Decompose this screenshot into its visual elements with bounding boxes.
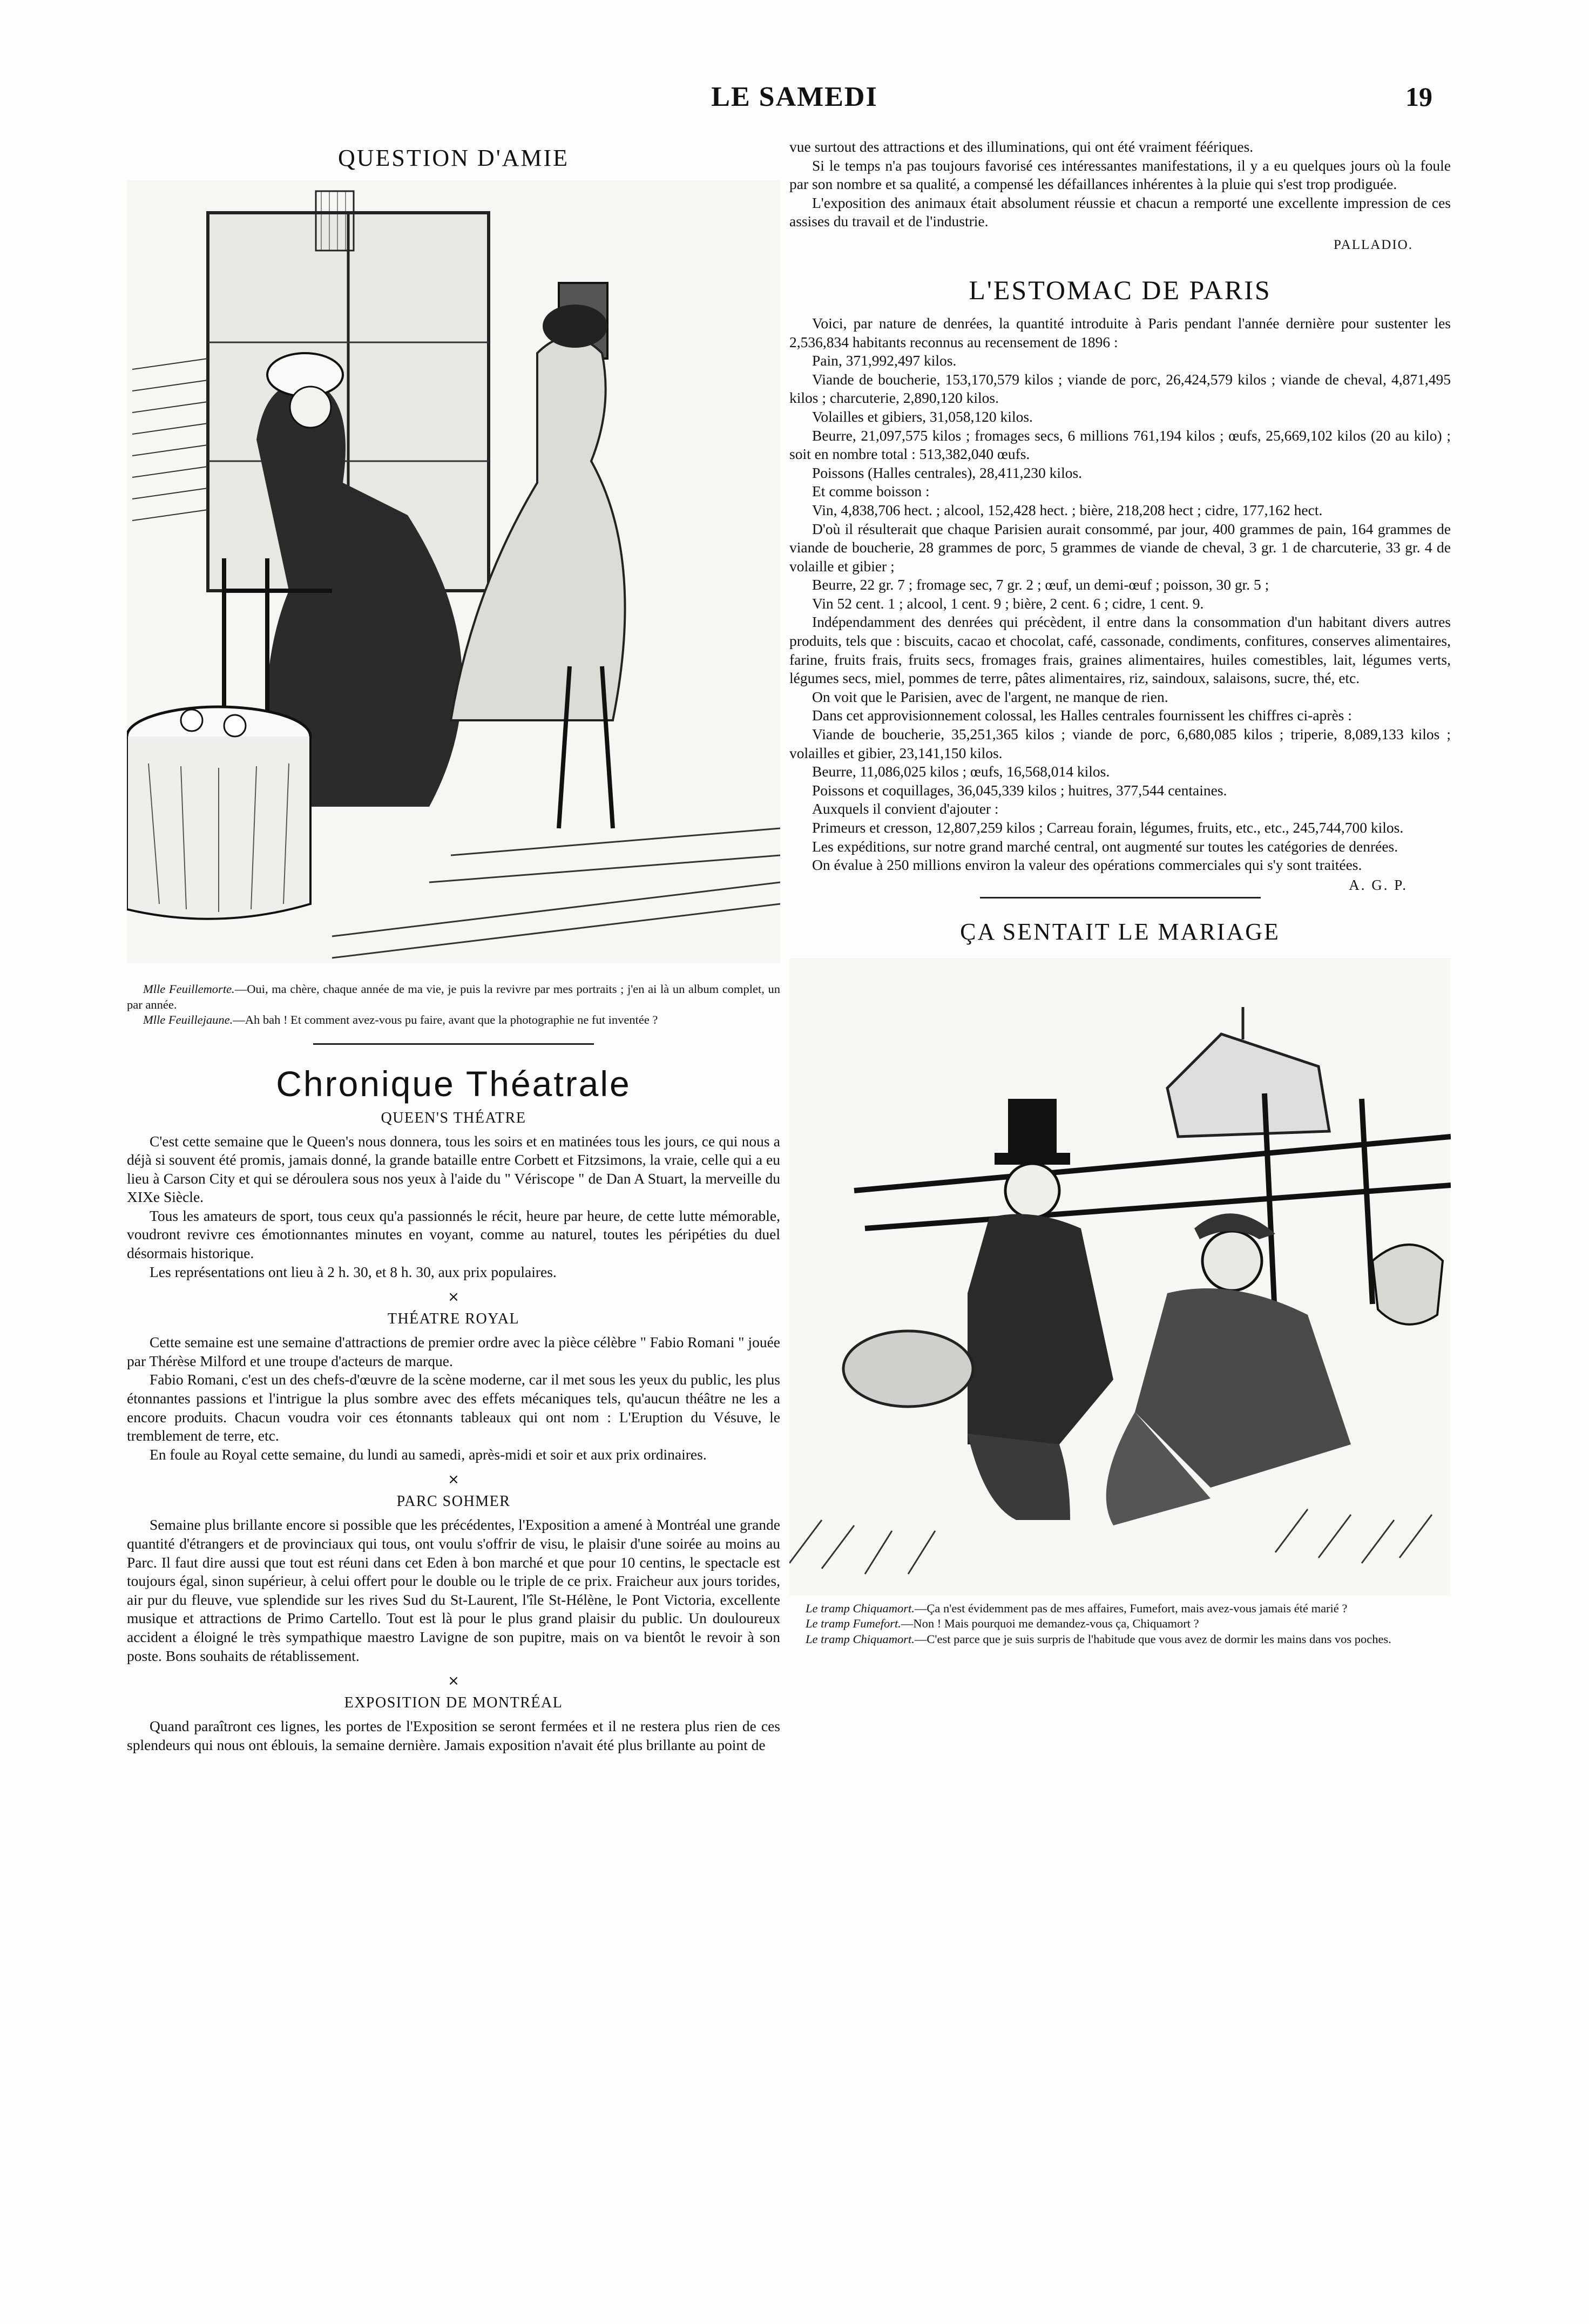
estomac-para: On évalue à 250 millions environ la valeur des opérations commerciales qui s'y sont traitées. — [812, 856, 1362, 874]
caption-text-2: —Non ! Mais pourquoi me demandez-vous ça, Chiquamort ? — [901, 1617, 1199, 1631]
estomac-para: Auxquels il convient d'ajouter : — [812, 800, 999, 818]
estomac-para: Vin 52 cent. 1 ; alcool, 1 cent. 9 ; bière, 2 cent. 6 ; cidre, 1 cent. 9. — [812, 594, 1204, 612]
right-column — [789, 138, 1451, 1647]
parlor-illustration — [127, 180, 780, 963]
estomac-para: Beurre, 11,086,025 kilos ; œufs, 16,568,014 kilos. — [812, 763, 1110, 780]
caption-text-2: —Ah bah ! Et comment avez-vous pu faire, avant que la photographie ne fut inventée ? — [233, 1013, 658, 1026]
estomac-para: Pain, 371,992,497 kilos. — [812, 352, 957, 369]
section-separator: × — [448, 1673, 459, 1690]
estomac-para: Voici, par nature de denrées, la quantité introduite à Paris pendant l'année dernière pour sustenter les 2,536,834 habitants reconnus au recensement de 1896 : — [789, 314, 1451, 350]
exposition-heading: EXPOSITION DE MONTRÉAL — [344, 1694, 563, 1712]
expo-cont-para-3: L'exposition des animaux était absolument réussie et chacun a remporté une excellente impression de ces assises du travail et de l'industrie. — [789, 194, 1451, 230]
estomac-para: Volailles et gibiers, 31,058,120 kilos. — [812, 408, 1033, 425]
caption-speaker-1: Le tramp Chiquamort. — [806, 1601, 915, 1615]
question-damie-title: QUESTION D'AMIE — [337, 145, 570, 171]
estomac-para: Primeurs et cresson, 12,807,259 kilos ; Carreau forain, légumes, fruits, etc., etc., 245,744,700 kilos. — [812, 819, 1404, 836]
queens-para-1: C'est cette semaine que le Queen's nous donnera, tous les soirs et en matinées tous les jours, ce qui nous a déjà si souvent été promis, jamais donné, la grande bataille entre Corbett et Fitzsimons, la vraie, celle qui a eu lieu à Carson City et qui se déroulera sous nos yeux à l'aide du " Vériscope " de Dan A Stuart, la merveille du XIXe Siècle. — [127, 1132, 780, 1206]
theatre-royal-heading: THÉATRE ROYAL — [387, 1310, 520, 1328]
caption-text-1: —Ça n'est évidemment pas de mes affaires, Fumefort, mais avez-vous jamais été marié ? — [914, 1601, 1348, 1615]
estomac-para: Beurre, 22 gr. 7 ; fromage sec, 7 gr. 2 ; œuf, un demi-œuf ; poisson, 30 gr. 5 ; — [812, 576, 1269, 593]
estomac-para: Viande de boucherie, 153,170,579 kilos ; viande de porc, 26,424,579 kilos ; viande de cheval, 4,871,495 kilos ; charcuterie, 2,890,120 kilos. — [789, 370, 1451, 407]
question-caption — [127, 982, 780, 1028]
expo-para-1: Quand paraîtront ces lignes, les portes de l'Exposition se seront fermées et il ne restera plus rien de ces splendeurs qui nous ont éblouis, la semaine dernière. Jamais exposition n'avait été plus brillante au point de — [127, 1718, 780, 1753]
divider-rule — [980, 897, 1261, 898]
caption-speaker-2: Le tramp Fumefort. — [806, 1617, 901, 1631]
expo-cont-para-2: Si le temps n'a pas toujours favorisé ces intéressantes manifestations, il y a eu quelques jours où la foule par son nombre et sa qualité, a compensé les défaillances inhérentes à la pluie qui s'est trop prodiguée. — [789, 157, 1451, 193]
left-column — [127, 138, 780, 1754]
section-separator: × — [448, 1289, 459, 1306]
queens-theatre-heading: QUEEN'S THÉATRE — [381, 1109, 526, 1126]
chronique-theatrale-title: Chronique Théatrale — [276, 1063, 631, 1104]
royal-para-3: En foule au Royal cette semaine, du lundi au samedi, après-midi et soir et aux prix ordinaires. — [150, 1445, 707, 1463]
estomac-para: Viande de boucherie, 35,251,365 kilos ; viande de porc, 6,680,085 kilos ; triperie, 8,089,133 kilos ; volailles et gibier, 23,141,150 kilos. — [789, 726, 1451, 761]
tramps-illustration — [789, 958, 1451, 1596]
parc-sohmer-heading: PARC SOHMER — [396, 1493, 511, 1510]
caption-speaker-3: Le tramp Chiquamort. — [806, 1632, 915, 1646]
estomac-para: Vin, 4,838,706 hect. ; alcool, 152,428 hect. ; bière, 218,208 hect ; cidre, 177,162 hect. — [812, 501, 1323, 518]
caption-text-1: —Oui, ma chère, chaque année de ma vie, je puis la revivre par mes portraits ; j'en ai là un album complet, un par année. — [127, 982, 780, 1011]
caption-speaker-2: Mlle Feuillejaune. — [143, 1013, 233, 1026]
agp-signature: A. G. P. — [1349, 876, 1408, 893]
estomac-para: Et comme boisson : — [812, 483, 930, 500]
masthead: LE SAMEDI — [711, 82, 878, 112]
estomac-article — [789, 314, 1451, 875]
page-number: 19 — [1405, 82, 1432, 112]
divider-rule — [313, 1043, 594, 1045]
estomac-para: Beurre, 21,097,575 kilos ; fromages secs, 6 millions 761,194 kilos ; œufs, 25,669,102 kilos (20 au kilo) ; soit en nombre total : 513,382,040 œufs. — [789, 427, 1451, 463]
running-head — [0, 81, 1589, 119]
caption-text-3: —C'est parce que je suis surpris de l'habitude que vous avez de dormir les mains dans vos poches. — [914, 1632, 1391, 1646]
mariage-caption — [789, 1601, 1451, 1647]
estomac-para: Poissons (Halles centrales), 28,411,230 kilos. — [812, 464, 1083, 481]
ca-sentait-le-mariage-title: ÇA SENTAIT LE MARIAGE — [960, 918, 1280, 945]
estomac-para: Indépendamment des denrées qui précèdent, il entre dans la consommation d'un habitant divers autres produits, tels que : biscuits, cacao et chocolat, café, cassonade, condiments, confitures, conserves alimentaires, farine, fruits frais, fruits secs, fromages frais, graines alimentaires, huiles comestibles, lait, légumes verts, légumes secs, miel, pommes de terre, pâtes alimentaires, riz, saindoux, salaisons, sucre, thé, etc. — [789, 613, 1451, 687]
estomac-para: Les expéditions, sur notre grand marché central, ont augmenté sur toutes les catégories de denrées. — [812, 837, 1398, 855]
caption-speaker-1: Mlle Feuillemorte. — [143, 982, 235, 996]
estomac-para: D'où il résulterait que chaque Parisien aurait consommé, par jour, 400 grammes de pain, 164 grammes de viande de boucherie, 28 grammes de porc, 5 grammes de viande de cheval, 3 gr. 1 de charcuterie, 33 gr. 4 de volaille et gibier ; — [789, 520, 1451, 575]
royal-para-1: Cette semaine est une semaine d'attractions de premier ordre avec la pièce célèbre " Fabio Romani " jouée par Thérèse Milford et une troupe d'acteurs de marque. — [127, 1334, 780, 1369]
expo-cont-para-1: vue surtout des attractions et des illuminations, qui ont été vraiment féériques. — [789, 138, 1254, 155]
queens-para-3: Les représentations ont lieu à 2 h. 30, et 8 h. 30, aux prix populaires. — [150, 1263, 557, 1280]
section-separator: × — [448, 1471, 459, 1488]
queens-para-2: Tous les amateurs de sport, tous ceux qu'a passionnés le récit, heure par heure, de cette lutte mémorable, voudront revivre ces émotionnantes minutes en voyant, comme au naturel, toutes les péripéties du duel désormais historique. — [127, 1207, 780, 1262]
royal-para-2: Fabio Romani, c'est un des chefs-d'œuvre de la scène moderne, car il met sous les yeux du public, les plus étonnantes passions et l'intrigue la plus sombre avec des effets mécaniques tels, qu'aucun théâtre ne les a encore produits. Chacun voudra voir ces étonnants tableaux qui ont nom : L'Eruption du Vésuve, le tremblement de terre, etc. — [127, 1371, 780, 1444]
sohmer-para-1: Semaine plus brillante encore si possible que les précédentes, l'Exposition a amené à Montréal une grande quantité d'étrangers et de provinciaux qui tous, ont voulu s'offrir de visu, le plaisir d'une soirée au moins au Parc. Il faut dire aussi que tout est réuni dans cet Eden à bon marché et que pour 10 centins, le spectacle est toujours égal, sinon supérieur, à celui offert pour le double ou le triple de ce prix. Fraicheur aux jours torides, air pur du fleuve, vue splendide sur les rives Sud du St-Laurent, l'île St-Hélène, le Pont Victoria, excellente musique et attractions de Primo Cartello. Tout est là pour le plus grand plaisir du public. Un douloureux accident a éloigné le très sympathique maestro Lavigne de son pupitre, mais on va bientôt le revoir à son poste. Bons souhaits de rétablissement. — [127, 1516, 780, 1664]
estomac-para: On voit que le Parisien, avec de l'argent, ne manque de rien. — [812, 688, 1168, 705]
estomac-para: Dans cet approvisionnement colossal, les Halles centrales fournissent les chiffres ci-après : — [812, 707, 1352, 724]
estomac-para: Poissons et coquillages, 36,045,339 kilos ; huitres, 377,544 centaines. — [812, 781, 1227, 799]
palladio-signature: PALLADIO. — [1334, 237, 1413, 252]
estomac-de-paris-title: L'ESTOMAC DE PARIS — [969, 274, 1272, 305]
